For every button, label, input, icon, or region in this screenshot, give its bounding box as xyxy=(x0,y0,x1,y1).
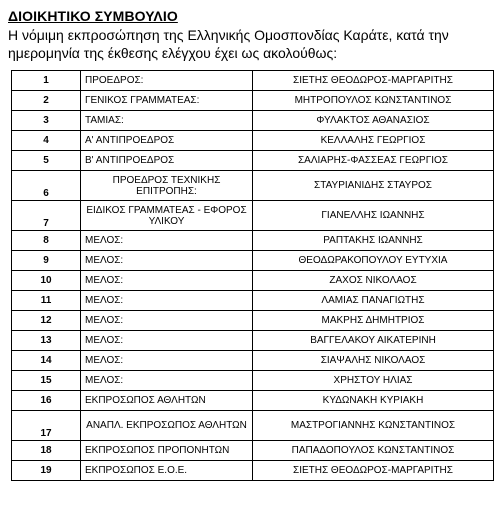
row-number: 2 xyxy=(12,91,81,111)
row-number: 18 xyxy=(12,441,81,461)
row-number: 14 xyxy=(12,351,81,371)
row-name: ΣΑΛΙΑΡΗΣ-ΦΑΣΣΕΑΣ ΓΕΩΡΓΙΟΣ xyxy=(253,151,494,171)
row-role: ΜΕΛΟΣ: xyxy=(81,351,253,371)
row-role: ΕΚΠΡΟΣΩΠΟΣ Ε.Ο.Ε. xyxy=(81,461,253,481)
row-name: ΛΑΜΙΑΣ ΠΑΝΑΓΙΩΤΗΣ xyxy=(253,291,494,311)
row-number: 7 xyxy=(12,201,81,231)
table-row xyxy=(12,131,494,151)
row-name: ΚΕΛΛΑΛΗΣ ΓΕΩΡΓΙΟΣ xyxy=(253,131,494,151)
row-role: ΜΕΛΟΣ: xyxy=(81,251,253,271)
table-row xyxy=(12,351,494,371)
row-name: ΣΤΑΥΡΙΑΝΙΔΗΣ ΣΤΑΥΡΟΣ xyxy=(253,171,494,201)
row-number: 1 xyxy=(12,71,81,91)
row-name: ΣΙΑΨΑΛΗΣ ΝΙΚΟΛΑΟΣ xyxy=(253,351,494,371)
row-number: 3 xyxy=(12,111,81,131)
row-number: 6 xyxy=(12,171,81,201)
row-name: ΠΑΠΑΔΟΠΟΥΛΟΣ ΚΩΝΣΤΑΝΤΙΝΟΣ xyxy=(253,441,494,461)
table-row xyxy=(12,271,494,291)
row-number: 19 xyxy=(12,461,81,481)
row-number: 4 xyxy=(12,131,81,151)
table-row xyxy=(12,201,494,231)
document-intro: Η νόμιμη εκπροσώπηση της Ελληνικής Ομοσπονδίας Καράτε, κατά την ημερομηνία της έκθεσης ελέγχου έχει ως ακολούθως: xyxy=(8,27,449,61)
table-row xyxy=(12,71,494,91)
table-row xyxy=(12,151,494,171)
document-title: ΔΙΟΙΚΗΤΙΚΟ ΣΥΜΒΟΥΛΙΟ xyxy=(8,8,178,24)
row-role: ΜΕΛΟΣ: xyxy=(81,311,253,331)
row-name: ΜΗΤΡΟΠΟΥΛΟΣ ΚΩΝΣΤΑΝΤΙΝΟΣ xyxy=(253,91,494,111)
table-row xyxy=(12,331,494,351)
table-row xyxy=(12,391,494,411)
row-name: ΦΥΛΑΚΤΟΣ ΑΘΑΝΑΣΙΟΣ xyxy=(253,111,494,131)
row-name: ΣΙΕΤΗΣ ΘΕΟΔΩΡΟΣ-ΜΑΡΓΑΡΙΤΗΣ xyxy=(253,71,494,91)
row-role: ΕΚΠΡΟΣΩΠΟΣ ΑΘΛΗΤΩΝ xyxy=(81,391,253,411)
row-role: Α' ΑΝΤΙΠΡΟΕΔΡΟΣ xyxy=(81,131,253,151)
row-role: ΠΡΟΕΔΡΟΣ: xyxy=(81,71,253,91)
row-role: ΕΙΔΙΚΟΣ ΓΡΑΜΜΑΤΕΑΣ - ΕΦΟΡΟΣ ΥΛΙΚΟΥ xyxy=(81,201,253,231)
row-name: ΓΙΑΝΕΛΛΗΣ ΙΩΑΝΝΗΣ xyxy=(253,201,494,231)
table-row xyxy=(12,171,494,201)
row-role: ΜΕΛΟΣ: xyxy=(81,271,253,291)
row-number: 12 xyxy=(12,311,81,331)
row-name: ΜΑΣΤΡΟΓΙΑΝΝΗΣ ΚΩΝΣΤΑΝΤΙΝΟΣ xyxy=(253,411,494,441)
row-name: ΡΑΠΤΑΚΗΣ ΙΩΑΝΝΗΣ xyxy=(253,231,494,251)
row-number: 8 xyxy=(12,231,81,251)
row-role: ΓΕΝΙΚΟΣ ΓΡΑΜΜΑΤΕΑΣ: xyxy=(81,91,253,111)
row-number: 11 xyxy=(12,291,81,311)
row-role: ΜΕΛΟΣ: xyxy=(81,371,253,391)
board-table xyxy=(11,70,494,481)
row-role: ΜΕΛΟΣ: xyxy=(81,331,253,351)
row-name: ΜΑΚΡΗΣ ΔΗΜΗΤΡΙΟΣ xyxy=(253,311,494,331)
row-number: 10 xyxy=(12,271,81,291)
row-name: ΣΙΕΤΗΣ ΘΕΟΔΩΡΟΣ-ΜΑΡΓΑΡΙΤΗΣ xyxy=(253,461,494,481)
row-role: ΕΚΠΡΟΣΩΠΟΣ ΠΡΟΠΟΝΗΤΩΝ xyxy=(81,441,253,461)
table-row xyxy=(12,411,494,441)
table-row xyxy=(12,251,494,271)
table-row xyxy=(12,441,494,461)
row-role: Β' ΑΝΤΙΠΡΟΕΔΡΟΣ xyxy=(81,151,253,171)
row-number: 16 xyxy=(12,391,81,411)
row-role: ΜΕΛΟΣ: xyxy=(81,231,253,251)
row-role: ΜΕΛΟΣ: xyxy=(81,291,253,311)
table-row xyxy=(12,291,494,311)
table-row xyxy=(12,311,494,331)
row-role: ΤΑΜΙΑΣ: xyxy=(81,111,253,131)
row-number: 13 xyxy=(12,331,81,351)
row-name: ΘΕΟΔΩΡΑΚΟΠΟΥΛΟΥ ΕΥΤΥΧΙΑ xyxy=(253,251,494,271)
row-number: 5 xyxy=(12,151,81,171)
row-name: ΒΑΓΓΕΛΑΚΟΥ ΑΙΚΑΤΕΡΙΝΗ xyxy=(253,331,494,351)
table-row xyxy=(12,111,494,131)
table-row xyxy=(12,231,494,251)
row-name: ΧΡΗΣΤΟΥ ΗΛΙΑΣ xyxy=(253,371,494,391)
table-row xyxy=(12,371,494,391)
row-role: ΑΝΑΠΛ. ΕΚΠΡΟΣΩΠΟΣ ΑΘΛΗΤΩΝ xyxy=(81,411,253,441)
row-role: ΠΡΟΕΔΡΟΣ ΤΕΧΝΙΚΗΣ ΕΠΙΤΡΟΠΗΣ: xyxy=(81,171,253,201)
row-number: 17 xyxy=(12,411,81,441)
row-name: ΚΥΔΩΝΑΚΗ ΚΥΡΙΑΚΗ xyxy=(253,391,494,411)
row-number: 15 xyxy=(12,371,81,391)
table-row xyxy=(12,461,494,481)
row-name: ΖΑΧΟΣ ΝΙΚΟΛΑΟΣ xyxy=(253,271,494,291)
row-number: 9 xyxy=(12,251,81,271)
table-row xyxy=(12,91,494,111)
